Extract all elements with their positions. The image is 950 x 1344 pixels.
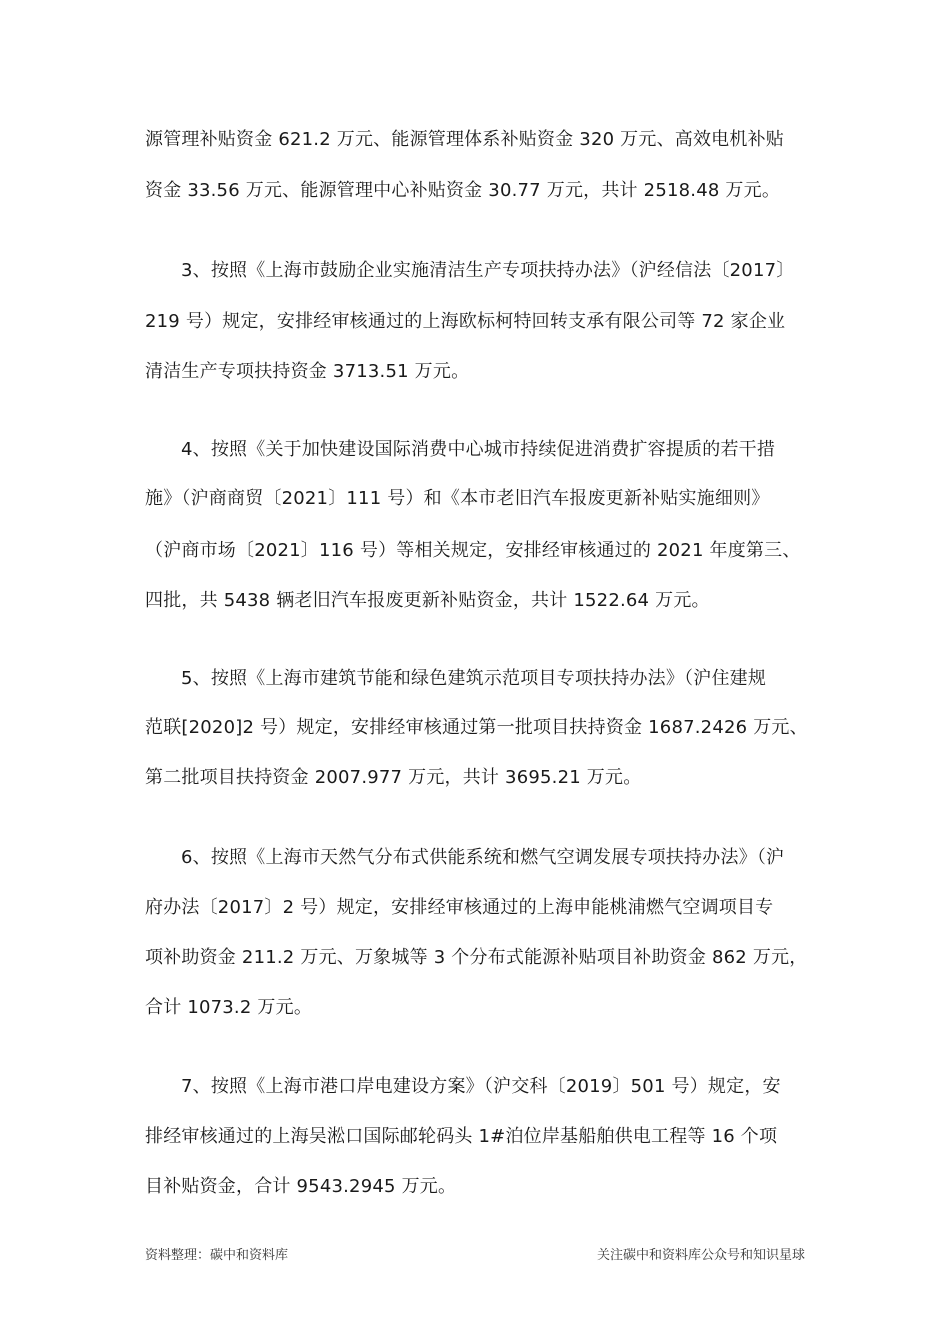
paragraph-line: 源管理补贴资金 621.2 万元、能源管理体系补贴资金 320 万元、高效电机补贴: [145, 129, 784, 150]
paragraph-line: 清洁生产专项扶持资金 3713.51 万元。: [145, 361, 470, 382]
paragraph-line: 合计 1073.2 万元。: [145, 997, 313, 1018]
paragraph-line: 5、按照《上海市建筑节能和绿色建筑示范项目专项扶持办法》（沪住建规: [181, 668, 767, 689]
paragraph-line: 四批，共 5438 辆老旧汽车报废更新补贴资金，共计 1522.64 万元。: [145, 590, 710, 611]
footer-source: 资料整理：碳中和资料库: [145, 1248, 289, 1263]
paragraph-line: 府办法〔2017〕2 号）规定，安排经审核通过的上海申能桃浦燃气空调项目专: [145, 897, 774, 918]
paragraph-line: 第二批项目扶持资金 2007.977 万元，共计 3695.21 万元。: [145, 767, 642, 788]
paragraph-line: 3、按照《上海市鼓励企业实施清洁生产专项扶持办法》（沪经信法〔2017〕: [181, 260, 795, 281]
paragraph-line: 排经审核通过的上海吴淞口国际邮轮码头 1#泊位岸基船舶供电工程等 16 个项: [145, 1126, 778, 1147]
paragraph-line: 施》（沪商商贸〔2021〕111 号）和《本市老旧汽车报废更新补贴实施细则》: [145, 488, 770, 509]
paragraph-line: 7、按照《上海市港口岸电建设方案》（沪交科〔2019〕501 号）规定，安: [181, 1076, 781, 1097]
paragraph-line: 目补贴资金，合计 9543.2945 万元。: [145, 1176, 457, 1197]
footer-follow: 关注碳中和资料库公众号和知识星球: [596, 1248, 805, 1263]
paragraph-line: 219 号）规定，安排经审核通过的上海欧标柯特回转支承有限公司等 72 家企业: [145, 311, 786, 332]
paragraph-line: （沪商市场〔2021〕116 号）等相关规定，安排经审核通过的 2021 年度第三、: [145, 540, 801, 561]
paragraph-line: 4、按照《关于加快建设国际消费中心城市持续促进消费扩容提质的若干措: [181, 439, 776, 460]
paragraph-line: 范联[2020]2 号）规定，安排经审核通过第一批项目扶持资金 1687.2426 万元、: [145, 717, 808, 738]
paragraph-line: 6、按照《上海市天然气分布式供能系统和燃气空调发展专项扶持办法》（沪: [181, 847, 785, 868]
paragraph-line: 资金 33.56 万元、能源管理中心补贴资金 30.77 万元，共计 2518.48 万元。: [145, 180, 781, 201]
paragraph-line: 项补助资金 211.2 万元、万象城等 3 个分布式能源补贴项目补助资金 862 万元，: [145, 947, 808, 968]
